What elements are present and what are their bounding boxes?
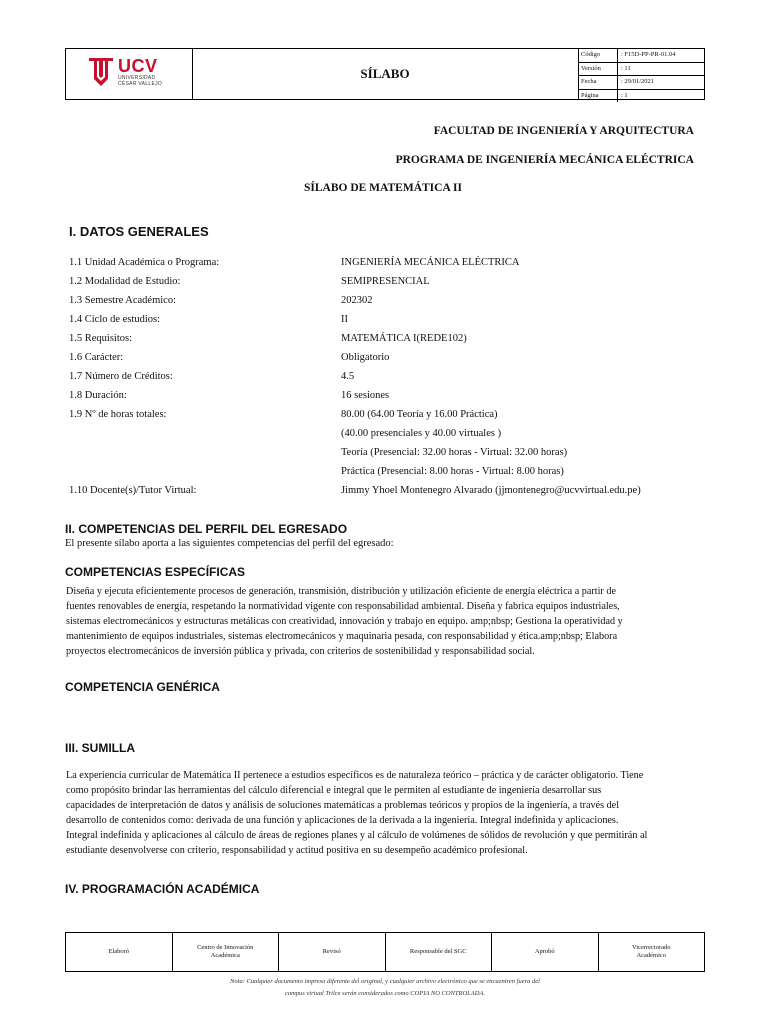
document-meta <box>578 49 704 99</box>
meta-value: : 11 <box>621 64 631 72</box>
general-data-value: Teoría (Presencial: 32.00 horas - Virtual: 32.00 horas) <box>341 447 568 458</box>
paragraph-line: sistemas electromecánicos y estructuras metálicas con creatividad, innovación y trabajo en equipo. amp;nbsp; Gestiona la operatividad y <box>66 616 623 627</box>
general-data-label: 1.4 Ciclo de estudios: <box>69 314 160 325</box>
general-data-label: 1.2 Modalidad de Estudio: <box>69 276 181 287</box>
meta-key: Fecha <box>578 76 618 89</box>
approval-cell: Vicerrectorado Académico <box>631 944 671 959</box>
section-3-title: III. SUMILLA <box>65 741 135 755</box>
approval-cell: Centro de Innovación Académica <box>173 933 280 971</box>
meta-key: Código <box>578 49 618 62</box>
paragraph-line: capacidades de interpretación de datos y análisis de soluciones matemáticas a problemas teóricos y propios de la ingeniería, a través del <box>66 800 620 811</box>
general-data-label: 1.7 Número de Créditos: <box>69 371 173 382</box>
general-data-value: Práctica (Presencial: 8.00 horas - Virtual: 8.00 horas) <box>341 466 564 477</box>
paragraph-line: mantenimiento de equipos industriales, sistemas electromecánicos y maquinaria pesada, con responsabilidad y ética.amp;nbsp; Elabora <box>66 631 618 642</box>
general-data-value: 4.5 <box>341 371 355 382</box>
specific-competencies-text <box>66 584 706 659</box>
general-data-value: Jimmy Yhoel Montenegro Alvarado (jjmontenegro@ucvvirtual.edu.pe) <box>341 485 641 496</box>
general-data-value: II <box>341 314 348 325</box>
program-heading: PROGRAMA DE INGENIERÍA MECÁNICA ELÉCTRICA <box>395 154 694 166</box>
section-2-intro: El presente sílabo aporta a las siguientes competencias del perfil del egresado: <box>65 538 394 549</box>
general-data-value: 80.00 (64.00 Teoría y 16.00 Práctica) <box>341 409 498 420</box>
meta-key: Página <box>578 90 618 103</box>
approval-cell: Elaboró <box>66 933 173 971</box>
paragraph-line: Integral indefinida y aplicaciones al cálculo de áreas de regiones planes y al cálculo de volúmenes de sólidos de revolución y que permitirán al <box>66 830 648 841</box>
sumilla-text <box>66 768 706 858</box>
document-header <box>65 48 705 100</box>
section-1-title: I. DATOS GENERALES <box>69 224 209 239</box>
syllabus-heading: SÍLABO DE MATEMÁTICA II <box>304 182 462 194</box>
paragraph-line: proyectos electromecánicos de inversión pública y privada, con criterios de sostenibilidad y responsabilidad social. <box>66 646 535 657</box>
approval-table <box>65 932 705 972</box>
generic-competency-title: COMPETENCIA GENÉRICA <box>65 680 220 694</box>
approval-cell: Revisó <box>279 933 386 971</box>
general-data-label: 1.9 Nº de horas totales: <box>69 409 167 420</box>
footer-note-line2: campus virtual Trilce serán considerados como COPIA NO CONTROLADA. <box>284 990 486 997</box>
general-data-label: 1.3 Semestre Académico: <box>69 295 177 306</box>
paragraph-line: Diseña y ejecuta eficientemente procesos de generación, transmisión, distribución y utilización eficiente de energía eléctrica a partir de <box>66 586 616 597</box>
general-data-value: (40.00 presenciales y 40.00 virtuales ) <box>341 428 502 439</box>
section-4-title: IV. PROGRAMACIÓN ACADÉMICA <box>65 882 260 896</box>
meta-row <box>578 90 704 103</box>
meta-row <box>578 63 704 77</box>
general-data-value: 16 sesiones <box>341 390 390 401</box>
general-data-label: 1.10 Docente(s)/Tutor Virtual: <box>69 485 197 496</box>
paragraph-line: estudiante desenvolverse con criterio, responsabilidad y actitud positiva en su desempeño académico profesional. <box>66 845 528 856</box>
logo-brand: UCV <box>118 56 158 76</box>
general-data-value: Obligatorio <box>341 352 390 363</box>
paragraph-line: fuentes renovables de energía, respetando la normatividad vigente con responsabilidad ambiental. Diseña y fabrica equipos industriales, <box>66 601 620 612</box>
general-data-value: 202302 <box>341 295 373 306</box>
faculty-heading: FACULTAD DE INGENIERÍA Y ARQUITECTURA <box>433 125 694 137</box>
logo-line1: UNIVERSIDAD <box>118 75 156 81</box>
paragraph-line: desarrollo de contenidos como: derivada de una función y aplicaciones de la derivada a la ingeniería. Integral indefinida y aplicaciones. <box>66 815 619 826</box>
approval-cell: Responsable del SGC <box>386 933 493 971</box>
meta-row <box>578 49 704 63</box>
meta-key: Versión <box>578 63 618 76</box>
general-data-label: 1.1 Unidad Académica o Programa: <box>69 257 220 268</box>
meta-value: : 1 <box>621 91 628 99</box>
meta-value: : 29/01/2021 <box>621 78 655 85</box>
general-data-value: MATEMÁTICA I(REDE102) <box>341 333 467 344</box>
approval-cell: Aprobó <box>492 933 599 971</box>
specific-competencies-title: COMPETENCIAS ESPECÍFICAS <box>65 565 246 579</box>
paragraph-line: como propósito brindar las herramientas del cálculo diferencial e integral que le permiten al estudiante de ingeniería desarrollar sus <box>66 785 602 796</box>
logo-cell <box>66 49 193 99</box>
general-data-label: 1.8 Duración: <box>69 390 127 401</box>
general-data-value: SEMIPRESENCIAL <box>341 276 430 287</box>
general-data-label: 1.5 Requisitos: <box>69 333 133 344</box>
general-data-label: 1.6 Carácter: <box>69 352 124 363</box>
ucv-logo <box>88 57 162 87</box>
document-title: SÍLABO <box>192 49 579 99</box>
general-data-value: INGENIERÍA MECÁNICA ELÉCTRICA <box>341 257 520 268</box>
meta-row <box>578 76 704 90</box>
footer-note-line1: Nota: Cualquier documento impreso diferente del original, y cualquier archivo electrónico que se encuentren fuera del <box>230 978 540 985</box>
ucv-shield-icon <box>88 57 114 87</box>
meta-value: : F15D-PP-PR-01.04 <box>621 51 676 58</box>
logo-line2: CÉSAR VALLEJO <box>118 81 163 87</box>
paragraph-line: La experiencia curricular de Matemática II pertenece a estudios específicos es de naturaleza teórico – práctica y de carácter obligatorio. Tiene <box>66 770 644 781</box>
section-2-title: II. COMPETENCIAS DEL PERFIL DEL EGRESADO <box>65 522 348 536</box>
